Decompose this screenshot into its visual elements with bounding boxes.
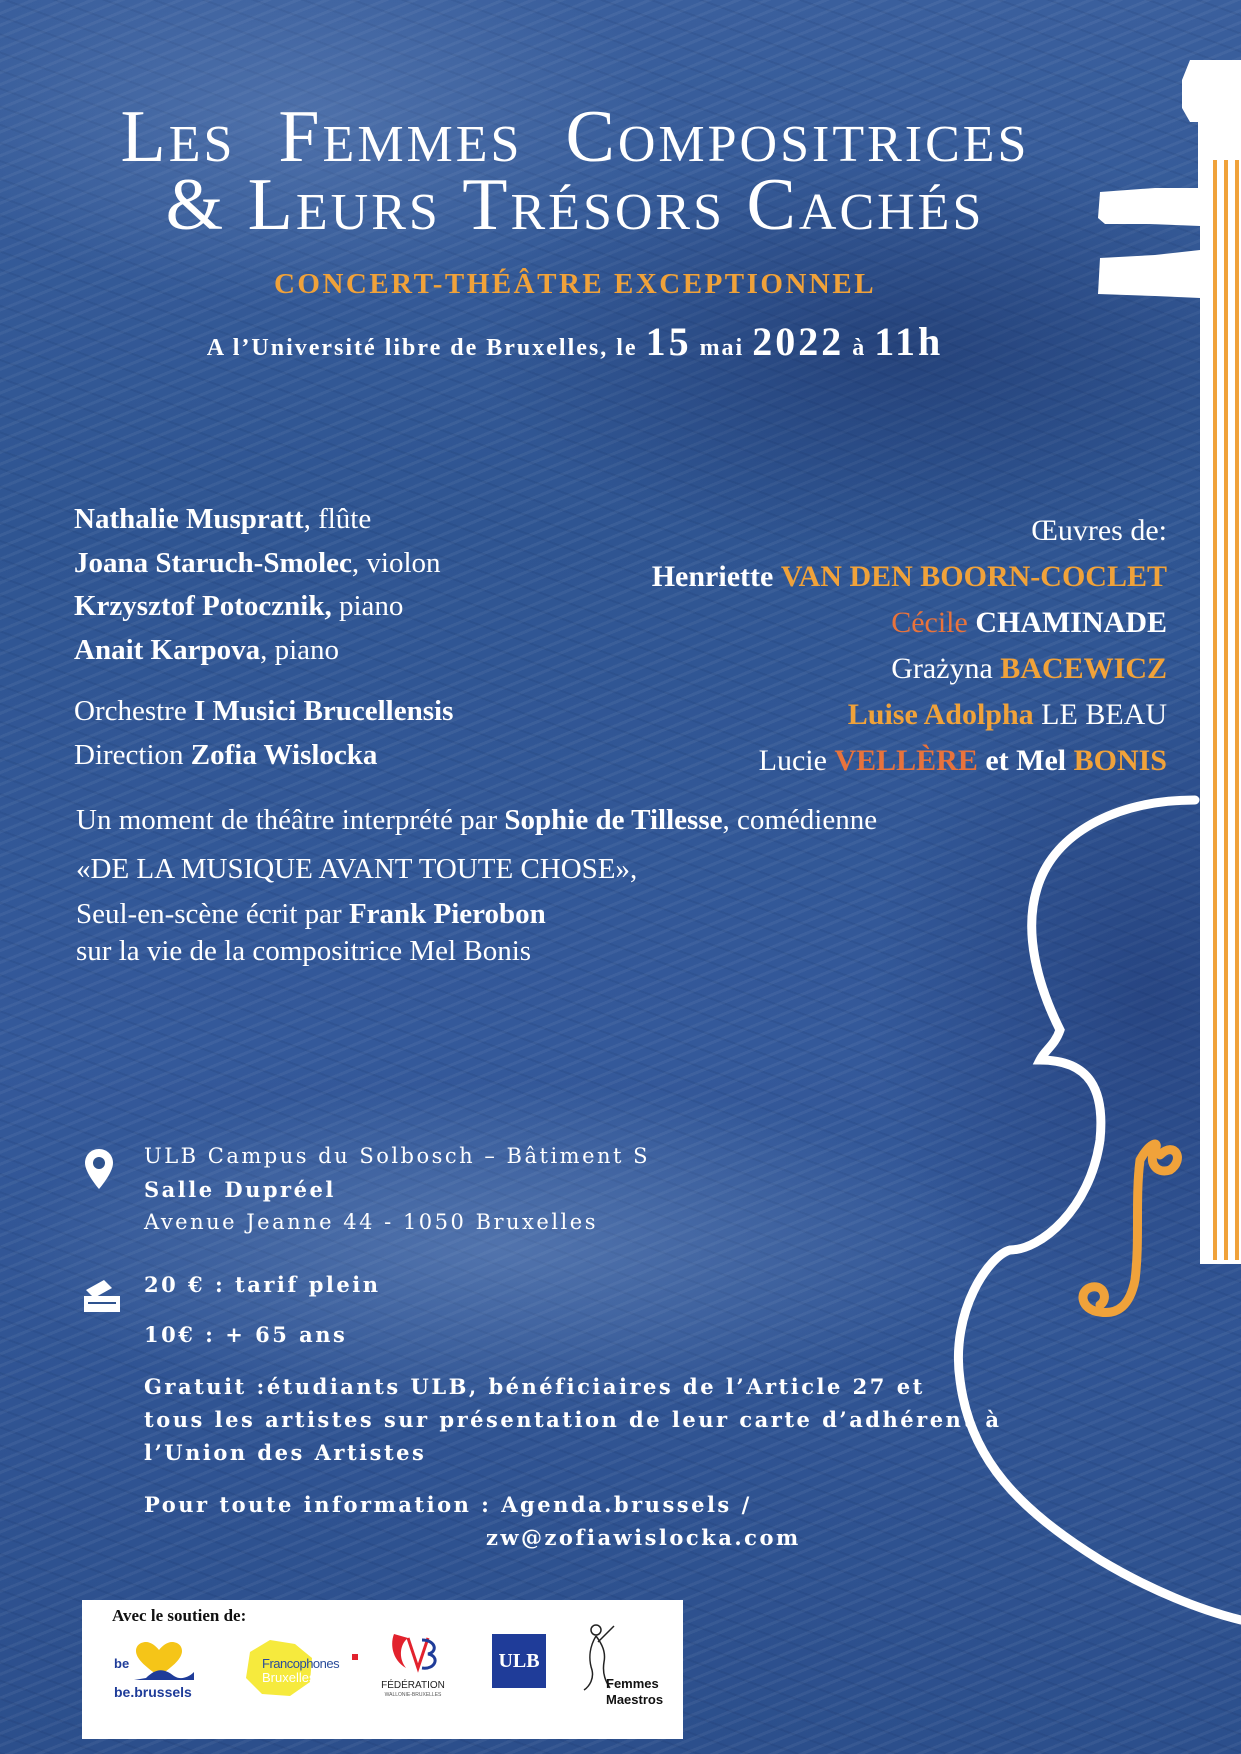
fwb-text: FÉDÉRATION — [381, 1680, 445, 1691]
date-prefix: A l’Université libre de Bruxelles, le — [206, 335, 638, 361]
francophones-bruxelles-logo — [240, 1634, 360, 1704]
date-year: 2022 — [752, 319, 845, 364]
orchestra-block — [74, 690, 453, 777]
fm-text: Maestros — [606, 1692, 664, 1707]
orchestra-label: Orchestre — [74, 695, 187, 727]
actress-name: Sophie de Tillesse — [504, 804, 723, 836]
composer-last: BACEWICZ — [1000, 652, 1167, 685]
title-word: & — [165, 164, 227, 246]
title-line-1 — [0, 96, 1150, 178]
federation-wallonie-bruxelles-logo — [378, 1624, 448, 1714]
musician-role: piano — [331, 590, 404, 622]
price-free: l’Union des Artistes — [144, 1440, 427, 1465]
price-free: tous les artistes sur présentation de leur carte d’adhérent à — [144, 1407, 1002, 1432]
fwb-icon — [388, 1630, 438, 1674]
composer-first: Cécile — [891, 606, 968, 639]
ulb-text: ULB — [498, 1649, 540, 1672]
location-line: ULB Campus du Solbosch – Bâtiment S — [144, 1144, 651, 1168]
composer — [652, 600, 1167, 646]
date-at: à — [852, 335, 867, 361]
be-text: be — [114, 1656, 130, 1671]
title-word: Compositrices — [565, 96, 1030, 178]
theatre-block — [76, 804, 877, 968]
fwb-subtext: WALLONIE-BRUXELLES — [384, 1692, 442, 1698]
ulb-logo — [492, 1634, 546, 1688]
works-heading: Œuvres de: — [1031, 514, 1167, 547]
author-name: Frank Pierobon — [348, 898, 546, 930]
title-line-2 — [0, 164, 1150, 246]
date-line — [0, 318, 1150, 365]
ticket-icon — [82, 1276, 122, 1314]
title-word: Les — [120, 96, 236, 178]
musician-name: Nathalie Muspratt — [74, 503, 304, 535]
title-word: Leurs — [247, 164, 441, 246]
musician-role: , flûte — [303, 503, 372, 535]
composer-last: CHAMINADE — [975, 606, 1167, 639]
composer-first: Luise Adolpha — [847, 698, 1034, 731]
musicians-list — [74, 498, 441, 672]
musician — [74, 585, 441, 629]
theatre-line — [76, 898, 877, 931]
musician-name: Joana Staruch-Smolec — [74, 546, 352, 579]
composer-last: VAN DEN BOORN-COCLET — [780, 560, 1167, 593]
musician-role: , violon — [351, 546, 441, 579]
title-word: Trésors — [462, 164, 726, 246]
musician-name: Anait Karpova — [74, 633, 261, 666]
composer-last: VELLÈRE — [834, 744, 978, 777]
title-word: Femmes — [278, 96, 523, 178]
direction-line — [74, 734, 453, 778]
location-venue: Salle Dupréel — [144, 1177, 336, 1202]
composer-first: Henriette — [651, 560, 774, 593]
sponsor-banner — [82, 1600, 683, 1739]
theatre-text: Seul-en-scène écrit par — [76, 898, 342, 930]
subtitle: CONCERT-THÉÂTRE EXCEPTIONNEL — [273, 268, 877, 300]
composer — [652, 646, 1167, 692]
femmes-maestros-logo — [576, 1622, 676, 1732]
date-time: 11h — [874, 319, 944, 364]
musician-name: Krzysztof Potocznik, — [74, 590, 332, 622]
works-list — [652, 508, 1167, 784]
composer-and: et Mel — [985, 744, 1067, 777]
musician — [74, 542, 441, 586]
price-full: 20 € : tarif plein — [144, 1272, 381, 1297]
date-day: 15 — [645, 319, 692, 364]
musician — [74, 498, 441, 542]
direction-label: Direction — [74, 738, 184, 771]
location-address: Avenue Jeanne 44 - 1050 Bruxelles — [144, 1210, 598, 1234]
contact-email[interactable]: zw@zofiawislocka.com — [486, 1525, 801, 1550]
composer-last: BONIS — [1073, 744, 1167, 777]
contact-line: Pour toute information : Agenda.brussels / — [144, 1492, 752, 1517]
location-pin-icon — [84, 1148, 114, 1190]
composer — [652, 554, 1167, 600]
title-word: Cachés — [746, 164, 985, 246]
price-senior: 10€ : + 65 ans — [144, 1322, 348, 1347]
theatre-text: Un moment de théâtre interprété par — [76, 804, 498, 836]
direction-name: Zofia Wislocka — [190, 738, 378, 771]
bruxelles-text: Bruxelles — [262, 1670, 316, 1685]
play-title: «DE LA MUSIQUE AVANT TOUTE CHOSE», — [76, 853, 638, 885]
composer-first: Grażyna — [891, 652, 993, 685]
theatre-line — [76, 804, 877, 837]
composer-last: LE BEAU — [1041, 698, 1167, 731]
price-free: Gratuit :étudiants ULB, bénéficiaires de l’Article 27 et — [144, 1374, 925, 1399]
theatre-text: , comédienne — [722, 804, 878, 836]
theatre-line: sur la vie de la compositrice Mel Bonis — [76, 935, 532, 967]
composer-first: Lucie — [758, 744, 827, 777]
orchestra-name: I Musici Brucellensis — [193, 695, 454, 727]
orchestra-line — [74, 690, 453, 734]
fm-text: Femmes — [606, 1676, 659, 1691]
musician — [74, 629, 441, 673]
franco-text: Francophones — [262, 1656, 340, 1671]
be-brussels-text: be.brussels — [114, 1684, 192, 1700]
red-dot-icon — [352, 1654, 358, 1660]
composer — [652, 692, 1167, 738]
sponsor-label: Avec le soutien de: — [112, 1606, 247, 1625]
be-brussels-logo — [114, 1640, 204, 1710]
date-month: mai — [699, 335, 745, 361]
musician-role: , piano — [260, 633, 340, 666]
composer — [652, 738, 1167, 784]
